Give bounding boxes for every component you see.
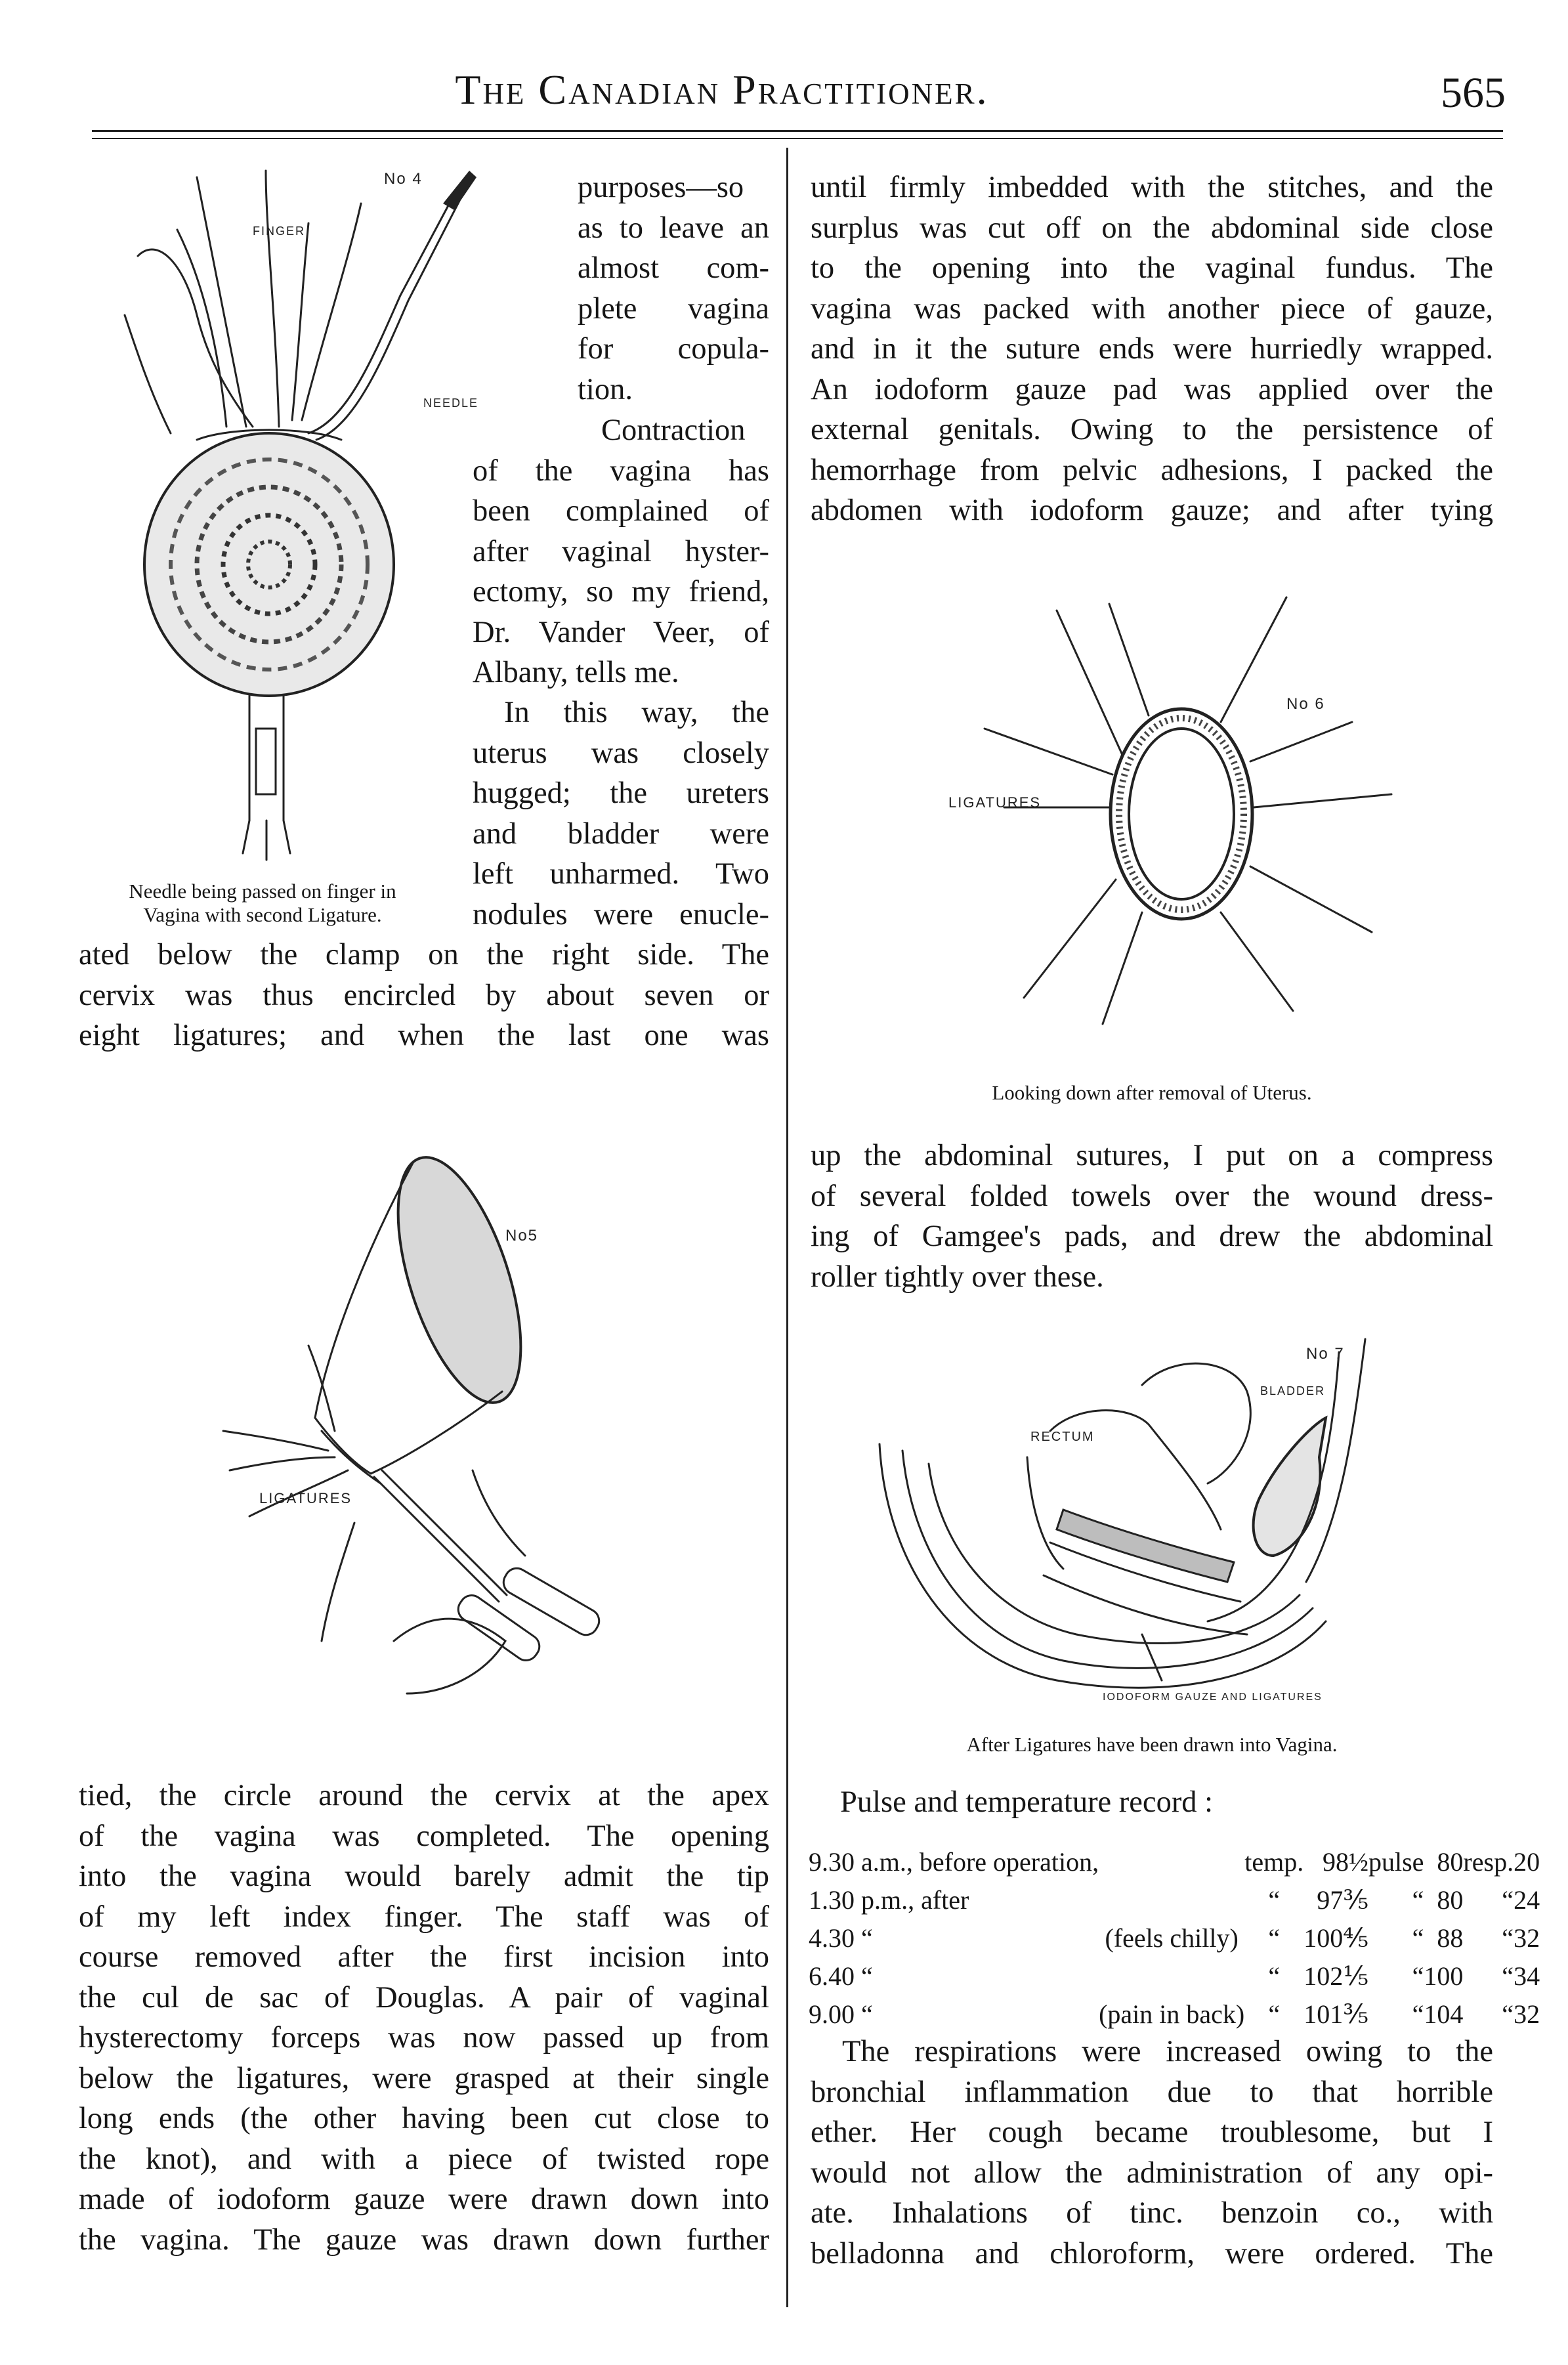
fig4-caption-line: Vagina with second Ligature. [143,903,382,926]
record-row [809,1881,1540,1919]
text-line: hugged; the ureters [473,777,769,810]
text-line: roller tightly over these. [811,1260,1104,1294]
record-heading: Pulse and temperature record : [840,1785,1214,1819]
fig6-caption: Looking down after removal of Uterus. [992,1081,1312,1104]
record-cell-note [1099,1843,1244,1881]
figure-5-illustration [197,1129,669,1720]
text-line: and in it the suture ends were hurriedly wrapped. [811,332,1493,366]
fig7-number-label: No 7 [1306,1345,1345,1363]
fig5-number-label: No5 [505,1227,539,1245]
fig7-gauze-label: IODOFORM GAUZE AND LIGATURES [1103,1692,1323,1703]
record-cell-resp: 34 [1514,1961,1540,1991]
record-cell-resp-label: “ [1502,1923,1514,1953]
paragraph-top-right [811,167,1493,531]
record-cell-temp: 102⅕ [1303,1961,1368,1991]
text-line: hysterectomy forceps was now passed up from [79,2021,769,2055]
column-rule [786,148,788,2307]
hand-drawing [125,171,361,433]
text-line: Contraction [601,414,746,447]
text-line: Albany, tells me. [473,656,679,689]
pulse-temperature-table [809,1843,1540,2034]
text-line: ectomy, so my friend, [473,575,769,608]
record-cell-temp-label: “ [1268,1961,1281,1991]
record-cell-pulse: 104 [1424,1999,1464,2029]
text-line: after vaginal hyster- [473,534,769,568]
text-line: abdomen with iodoform gauze; and after tying [811,494,1493,527]
record-cell-resp-label: “ [1502,1885,1514,1915]
text-line: until firmly imbedded with the stitches, and the [811,171,1493,204]
record-cell-pulse-label: pulse [1368,1847,1424,1877]
record-cell-pulse-label: “ [1412,1961,1424,1991]
record-cell-pulse: 88 [1437,1923,1464,1953]
fig7-bladder-label: BLADDER [1260,1384,1326,1397]
text-line: cervix was thus encircled by about seven or [79,978,769,1012]
figure-6-illustration [945,591,1418,1050]
text-line: belladonna and chloroform, were ordered. The [811,2236,1493,2270]
paragraph-full-width [79,935,769,1056]
record-cell-resp: 24 [1514,1885,1540,1915]
text-line: to the opening into the vaginal fundus. The [811,251,1493,285]
bladder-shape-drawing [1208,1339,1365,1621]
text-line: hemorrhage from pelvic adhesions, I packed the [811,453,1493,487]
text-line: below the ligatures, were grasped at their single [79,2061,769,2095]
text-line: of the vagina was completed. The opening [79,1819,769,1853]
record-row [809,1995,1540,2034]
fig4-caption-line: Needle being passed on finger in [129,880,396,903]
text-line: the knot), and with a piece of twisted rope [79,2142,769,2176]
record-cell-resp-label: “ [1502,1961,1514,1991]
page-number: 565 [1441,69,1506,117]
text-line: ate. Inhalations of tinc. benzoin co., with [811,2196,1493,2230]
fig4-number-label: No 4 [384,170,423,188]
record-cell-note: (pain in back) [1099,1999,1245,2029]
text-line: In this way, the [504,696,769,729]
fig7-rectum-label: RECTUM [1030,1430,1095,1444]
fig7-caption: After Ligatures have been drawn into Vagina. [966,1733,1338,1756]
fig5-ligatures-label: LIGATURES [259,1490,352,1506]
opening-ring-drawing [1111,709,1252,919]
record-cell-temp: 98½ [1322,1847,1368,1877]
fig6-ligatures-label: LIGATURES [948,794,1042,811]
text-line: The respirations were increased owing to the [842,2035,1493,2068]
record-cell-time: 1.30 p.m., after [809,1885,969,1915]
uterus-ball-drawing [144,430,394,696]
text-line: surplus was cut off on the abdominal side close [811,211,1493,245]
text-line: nodules were enucle- [473,897,769,931]
text-line: An iodoform gauze pad was applied over the [811,372,1493,406]
text-line: bronchial inflammation due to that horrible [811,2075,1493,2109]
record-cell-resp: 32 [1514,1923,1540,1953]
paragraph-this-way [473,692,769,935]
text-line: ated below the clamp on the right side. The [79,938,769,971]
record-cell-pulse: 80 [1437,1885,1464,1915]
record-row [809,1957,1540,1995]
record-row [809,1919,1540,1957]
paragraph-contraction [473,410,769,693]
clamp-handle-drawing [243,696,290,860]
record-cell-temp-label: “ [1268,1923,1281,1953]
record-cell-temp: 97⅗ [1317,1885,1368,1915]
text-line: left unharmed. Two [473,857,769,891]
text-line: of several folded towels over the wound dress- [811,1179,1493,1213]
paragraph-bottom-left [79,1776,769,2260]
text-line: long ends (the other having been cut close to [79,2102,769,2135]
record-cell-temp-label: temp. [1244,1847,1304,1877]
record-cell-resp-label: resp. [1463,1847,1514,1877]
record-cell-resp: 32 [1514,1999,1540,2029]
text-line: as to leave an [578,211,769,245]
instrument-drawing [374,1470,603,1665]
text-line: up the abdominal sutures, I put on a compress [811,1139,1493,1172]
record-cell-time: 9.00 “ [809,1999,873,2029]
figure-4-illustration [112,158,479,873]
text-line: course removed after the first incision into [79,1940,769,1974]
running-title: The Canadian Practitioner. [455,66,989,113]
figure-7-illustration [866,1313,1457,1720]
record-cell-note: (feels chilly) [1105,1923,1239,1953]
fig6-number-label: No 6 [1286,695,1325,713]
record-cell-pulse-label: “ [1412,1999,1424,2029]
record-cell-temp: 100⅘ [1303,1923,1368,1953]
record-cell-resp: 20 [1514,1847,1540,1877]
ligature-rays-drawing [985,597,1391,1024]
header-rule-bottom [92,138,1503,139]
text-line: plete vagina [578,291,769,326]
text-line: tied, the circle around the cervix at the apex [79,1779,769,1812]
record-cell-pulse: 80 [1437,1847,1464,1877]
text-line: tion. [578,372,633,406]
text-line: been complained of [473,494,769,528]
header-rule-top [92,130,1503,132]
text-line: into the vagina would barely admit the tip [79,1860,769,1893]
text-line: ether. Her cough became troublesome, but I [811,2116,1493,2149]
text-line: made of iodoform gauze were drawn down into [79,2183,769,2216]
record-cell-resp-label: “ [1502,1999,1514,2029]
record-cell-pulse-label: “ [1412,1885,1424,1915]
record-cell-time: 4.30 “ [809,1923,873,1953]
gauze-tract-drawing [1044,1510,1247,1680]
text-line: the vagina. The gauze was drawn down further [79,2223,769,2257]
fig4-finger-label: FINGER [253,224,306,238]
record-cell-pulse-label: “ [1412,1923,1424,1953]
text-line: and bladder were [473,817,769,851]
text-line: uterus was closely [473,736,769,770]
text-line: eight ligatures; and when the last one was [79,1019,769,1052]
fig4-needle-label: NEEDLE [423,396,479,410]
text-line: of my left index finger. The staff was of [79,1900,769,1934]
paragraph-bottom-right [811,2032,1493,2274]
text-line: external genitals. Owing to the persistence of [811,413,1493,446]
text-line: of the vagina has [473,454,769,488]
text-line: for copula- [578,332,769,366]
text-line: ing of Gamgee's pads, and drew the abdominal [811,1220,1493,1253]
text-line: almost com- [578,251,769,285]
text-line: purposes—so [578,171,744,204]
record-cell-time: 6.40 “ [809,1961,873,1991]
text-line: vagina was packed with another piece of gauze, [811,291,1493,326]
side-text-block [578,167,769,410]
text-line: Dr. Vander Veer, of [473,615,769,649]
record-cell-temp-label: “ [1268,1885,1281,1915]
fig4-caption [79,880,446,927]
paragraph-middle-right [811,1136,1493,1297]
record-cell-time: 9.30 a.m., before operation, [809,1847,1099,1877]
record-cell-note [1099,1881,1244,1919]
record-cell-temp-label: “ [1268,1999,1281,2029]
record-row [809,1843,1540,1881]
speculum-drawing [315,1143,546,1483]
record-cell-pulse: 100 [1424,1961,1464,1991]
text-line: the cul de sac of Douglas. A pair of vaginal [79,1980,769,2014]
record-cell-temp: 101⅗ [1303,1999,1368,2029]
text-line: would not allow the administration of any opi- [811,2156,1493,2190]
record-cell-note [1099,1957,1244,1995]
